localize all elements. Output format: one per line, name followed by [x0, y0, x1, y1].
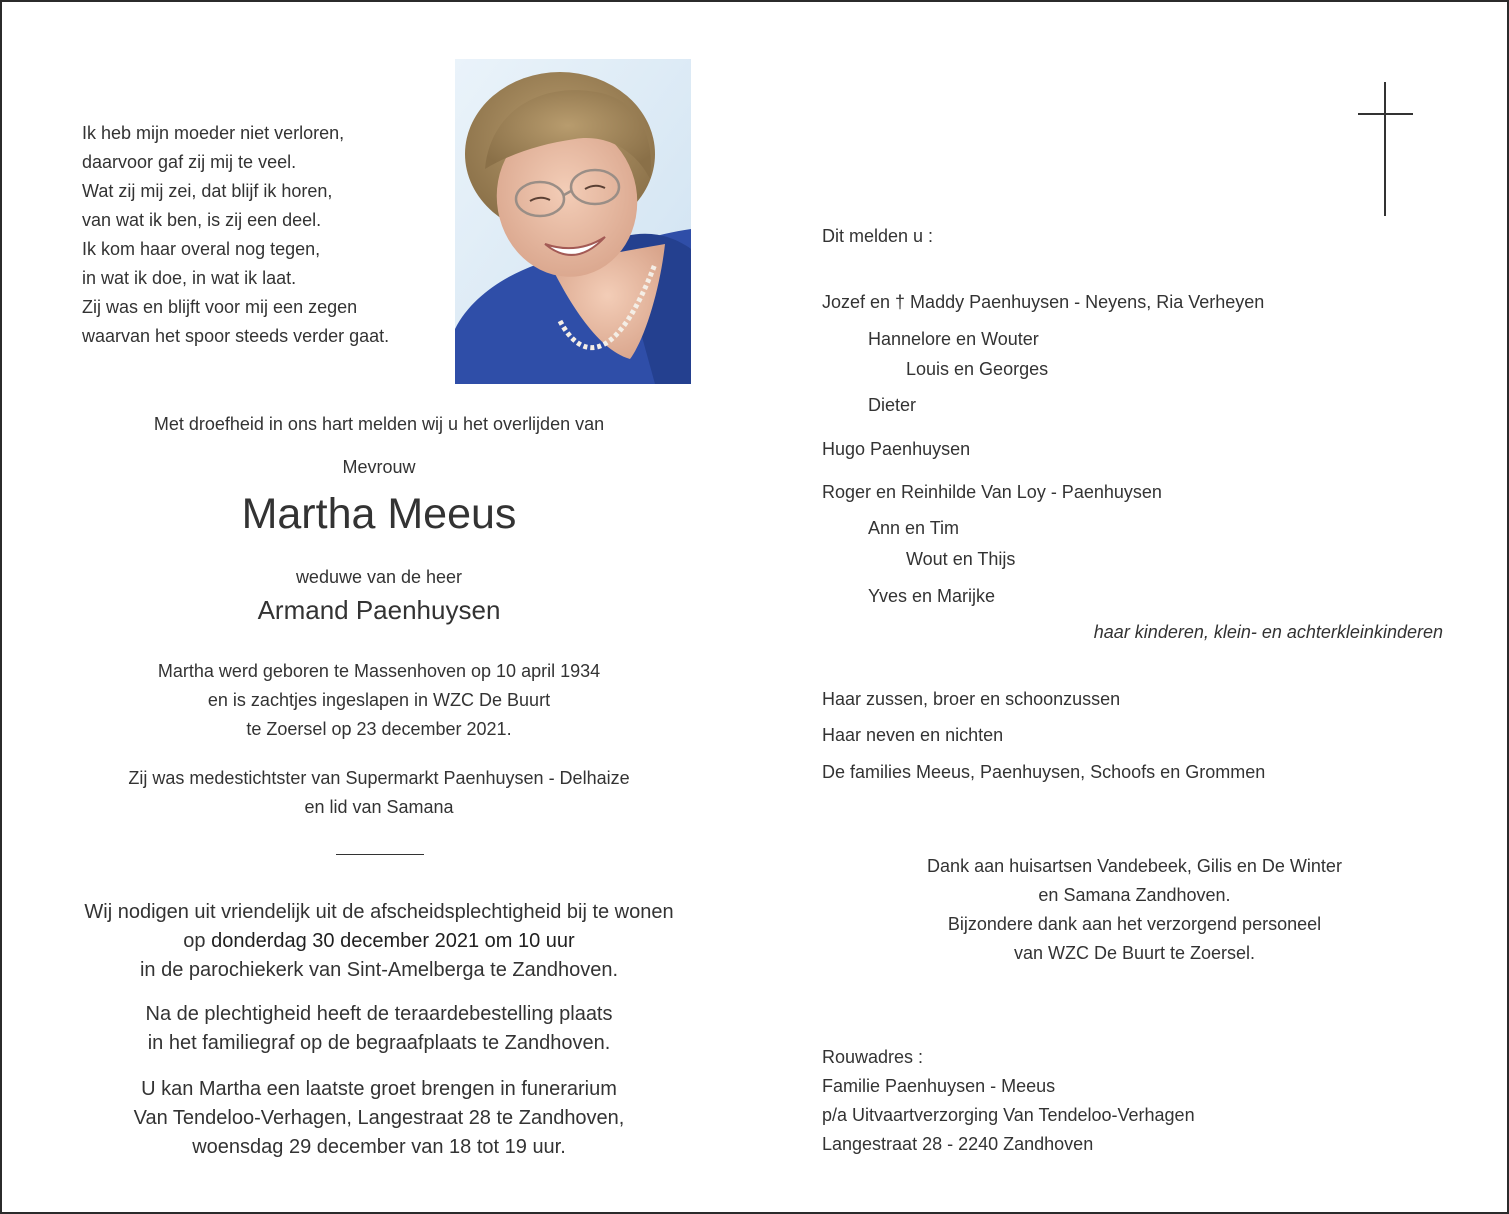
viewing-details: [64, 1075, 694, 1162]
poem-line: Ik heb mijn moeder niet verloren,: [82, 123, 345, 143]
family-line: Louis en Georges: [906, 359, 1049, 379]
mourning-address: [822, 1043, 1195, 1159]
ceremony-date-line: [64, 927, 694, 956]
poem-line: van wat ik ben, is zij een deel.: [82, 210, 322, 230]
ceremony-line: Wij nodigen uit vriendelijk uit de afscheidsplechtigheid bij te wonen: [84, 901, 674, 923]
birth-line: te Zoersel op 23 december 2021.: [246, 719, 512, 739]
portrait-photo: [455, 59, 691, 384]
family-header: Dit melden u :: [822, 226, 934, 246]
salutation: Mevrouw: [342, 457, 416, 477]
burial-line: in het familiegraf op de begraafplaats te Zandhoven.: [147, 1032, 611, 1054]
widow-of: weduwe van de heer: [295, 567, 463, 587]
about-line: en lid van Samana: [304, 797, 454, 817]
announcement-intro: Met droefheid in ons hart melden wij u het overlijden van: [153, 414, 605, 434]
thanks-line: en Samana Zandhoven.: [1038, 885, 1231, 905]
ceremony-line: in de parochiekerk van Sint-Amelberga te Zandhoven.: [139, 959, 619, 981]
portrait-illustration: [455, 59, 691, 384]
deceased-name: Martha Meeus: [241, 490, 517, 538]
poem-line: daarvoor gaf zij mij te veel.: [82, 152, 297, 172]
birth-line: Martha werd geboren te Massenhoven op 10 april 1934: [157, 661, 601, 681]
poem-line: Ik kom haar overal nog tegen,: [82, 239, 321, 259]
poem: [82, 119, 389, 351]
family-line: Wout en Thijs: [906, 549, 1016, 569]
husband-name: Armand Paenhuysen: [257, 595, 501, 625]
address-line: p/a Uitvaartverzorging Van Tendeloo-Verhagen: [822, 1105, 1195, 1125]
poem-line: waarvan het spoor steeds verder gaat.: [82, 326, 390, 346]
family-line: Ann en Tim: [868, 518, 960, 538]
family-other: Haar neven en nichten: [822, 725, 1004, 745]
poem-line: in wat ik doe, in wat ik laat.: [82, 268, 297, 288]
family-line: Roger en Reinhilde Van Loy - Paenhuysen: [822, 482, 1162, 502]
ceremony-prefix: op: [183, 930, 212, 952]
about-details: [64, 764, 694, 822]
poem-line: Zij was en blijft voor mij een zegen: [82, 297, 358, 317]
ceremony-date: donderdag 30 december 2021 om 10 uur: [211, 930, 575, 952]
viewing-line: woensdag 29 december van 18 tot 19 uur.: [192, 1136, 566, 1158]
burial-line: Na de plechtigheid heeft de teraardebestelling plaats: [145, 1003, 613, 1025]
burial-details: [64, 1000, 694, 1058]
address-line: Langestraat 28 - 2240 Zandhoven: [822, 1134, 1094, 1154]
address-line: Familie Paenhuysen - Meeus: [822, 1076, 1056, 1096]
viewing-line: U kan Martha een laatste groet brengen in funerarium: [141, 1078, 617, 1100]
thanks-line: van WZC De Buurt te Zoersel.: [1013, 943, 1256, 963]
family-relation: haar kinderen, klein- en achterkleinkinderen: [1093, 622, 1443, 642]
address-line: Rouwadres :: [822, 1047, 924, 1067]
family-line: Hugo Paenhuysen: [822, 439, 971, 459]
family-line: Jozef en † Maddy Paenhuysen - Neyens, Ria Verheyen: [822, 292, 1265, 312]
family-other: De families Meeus, Paenhuysen, Schoofs en Grommen: [822, 762, 1266, 782]
birth-details: [64, 657, 694, 744]
poem-line: Wat zij mij zei, dat blijf ik horen,: [82, 181, 333, 201]
about-line: Zij was medestichtster van Supermarkt Paenhuysen - Delhaize: [128, 768, 630, 788]
cross-icon: [1358, 82, 1413, 216]
family-line: Hannelore en Wouter: [868, 329, 1039, 349]
family-other: Haar zussen, broer en schoonzussen: [822, 689, 1121, 709]
thanks-section: [822, 852, 1447, 968]
thanks-line: Bijzondere dank aan het verzorgend personeel: [947, 914, 1322, 934]
divider: [336, 854, 424, 855]
family-line: Dieter: [868, 395, 917, 415]
thanks-line: Dank aan huisartsen Vandebeek, Gilis en De Winter: [927, 856, 1342, 876]
viewing-line: Van Tendeloo-Verhagen, Langestraat 28 te Zandhoven,: [133, 1107, 625, 1129]
ceremony-details: [64, 898, 694, 985]
birth-line: en is zachtjes ingeslapen in WZC De Buurt: [207, 690, 551, 710]
family-line: Yves en Marijke: [868, 586, 996, 606]
